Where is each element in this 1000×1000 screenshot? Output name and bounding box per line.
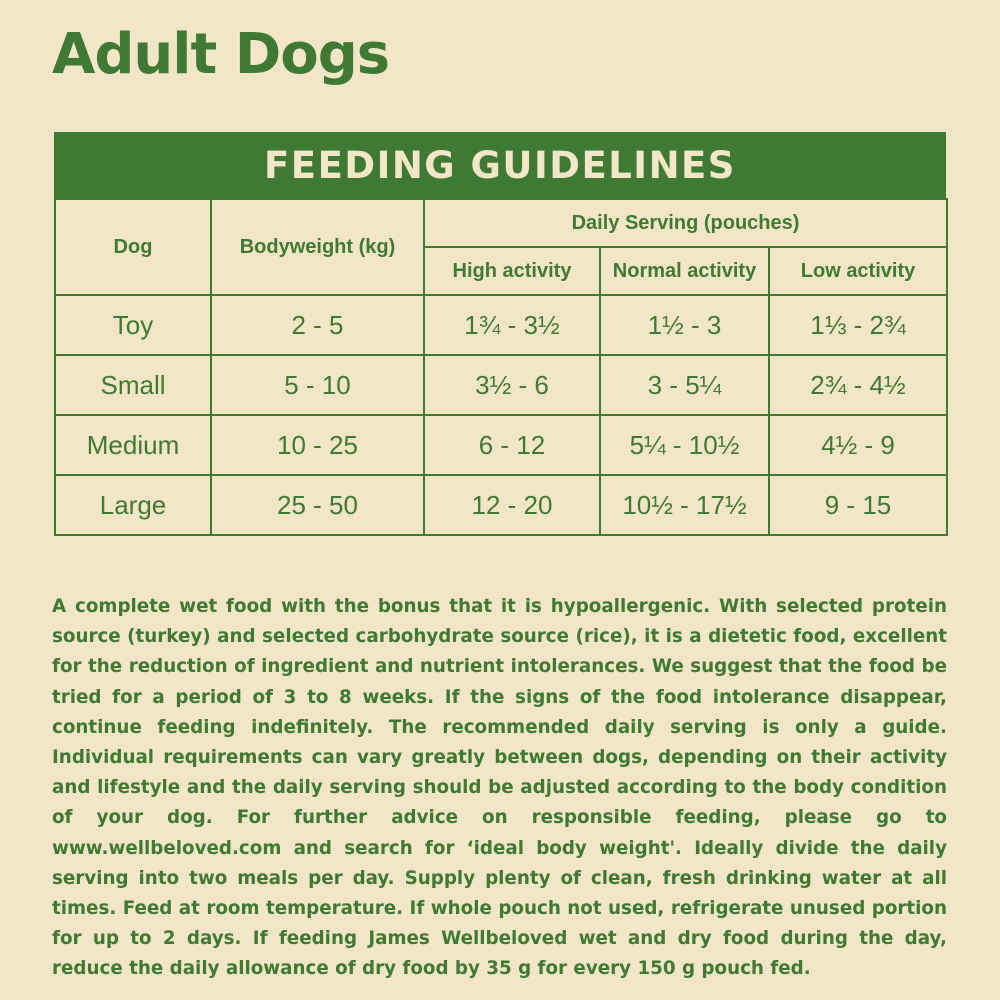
cell-high: 1¾ - 3½ — [424, 295, 600, 355]
cell-dog: Toy — [55, 295, 211, 355]
cell-weight: 5 - 10 — [211, 355, 424, 415]
description-text: A complete wet food with the bonus that it is hypoallergenic. With selected protein source (turkey) and selected carbohydrate source (rice), it is a dietetic food, excellent for the reduction of ingredient and nutrient intolerances. We suggest that the food be tried for a period of 3 to 8 weeks. If the signs of the food intolerance disappear, continue feeding indefinitely. The recommended daily serving is only a guide. Individual requirements can vary greatly between dogs, depending on their activity and lifestyle and the daily serving should be adjusted according to the body condition of your dog. For further advice on responsible feeding, please go to www.wellbeloved.com and search for ‘ideal body weight'. Ideally divide the daily serving into two meals per day. Supply plenty of clean, fresh drinking water at all times. Feed at room temperature. If whole pouch not used, refrigerate unused portion for up to 2 days. If feeding James Wellbeloved wet and dry food during the day, reduce the daily allowance of dry food by 35 g for every 150 g pouch fed. — [52, 596, 947, 980]
table-row — [55, 295, 947, 355]
cell-low: 9 - 15 — [769, 475, 947, 535]
cell-normal: 3 - 5¼ — [600, 355, 769, 415]
cell-low: 4½ - 9 — [769, 415, 947, 475]
header-normal-activity: Normal activity — [600, 247, 769, 295]
table-row — [55, 475, 947, 535]
cell-dog: Large — [55, 475, 211, 535]
cell-low: 1⅓ - 2¾ — [769, 295, 947, 355]
cell-high: 3½ - 6 — [424, 355, 600, 415]
cell-normal: 5¼ - 10½ — [600, 415, 769, 475]
cell-dog: Medium — [55, 415, 211, 475]
header-dog: Dog — [55, 199, 211, 295]
cell-weight: 2 - 5 — [211, 295, 424, 355]
cell-weight: 10 - 25 — [211, 415, 424, 475]
cell-weight: 25 - 50 — [211, 475, 424, 535]
feeding-table — [54, 198, 948, 536]
cell-high: 12 - 20 — [424, 475, 600, 535]
cell-dog: Small — [55, 355, 211, 415]
header-low-activity: Low activity — [769, 247, 947, 295]
header-daily-serving: Daily Serving (pouches) — [424, 199, 947, 247]
cell-low: 2¾ - 4½ — [769, 355, 947, 415]
cell-high: 6 - 12 — [424, 415, 600, 475]
header-row-1 — [55, 199, 947, 247]
header-bodyweight: Bodyweight (kg) — [211, 199, 424, 295]
cell-normal: 10½ - 17½ — [600, 475, 769, 535]
table-row — [55, 355, 947, 415]
cell-normal: 1½ - 3 — [600, 295, 769, 355]
table-row — [55, 415, 947, 475]
header-high-activity: High activity — [424, 247, 600, 295]
page-title: Adult Dogs — [52, 22, 390, 87]
table-banner: FEEDING GUIDELINES — [54, 132, 946, 198]
feeding-guidelines-table — [54, 132, 946, 536]
